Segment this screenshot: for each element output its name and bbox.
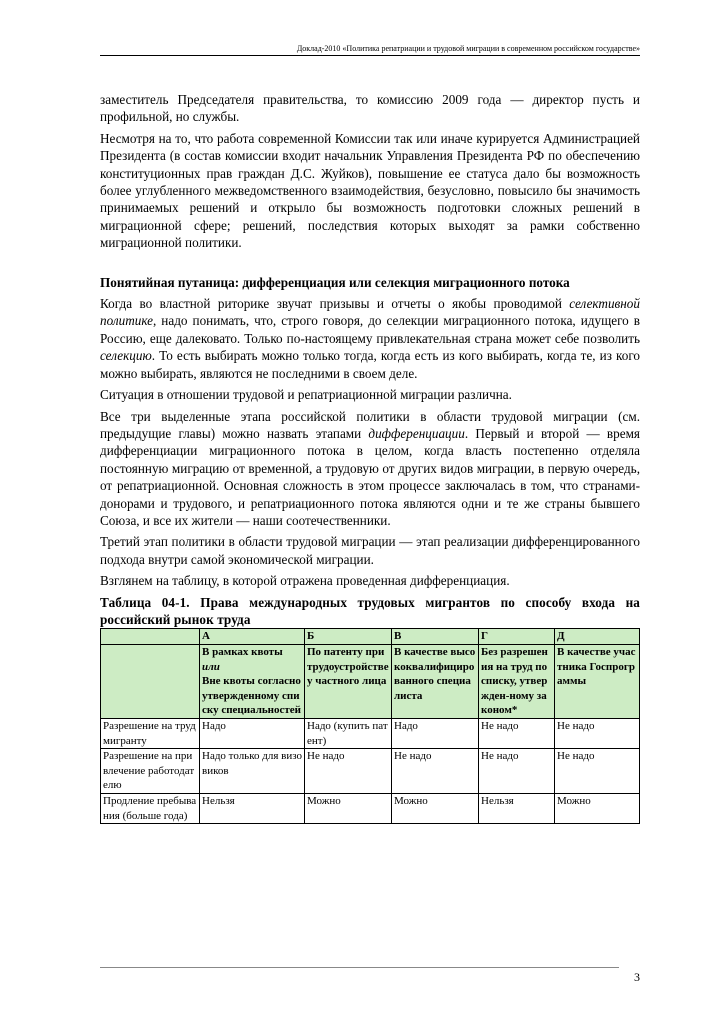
table-cell: Надо — [200, 718, 305, 748]
paragraph-3-emphasis-2: селекцию — [100, 348, 152, 364]
table-cell: Нельзя — [479, 793, 555, 823]
table-row — [101, 749, 640, 794]
column-header-v: В качестве высококвалифицированного специалиста — [392, 644, 479, 718]
paragraph-3-text-3: . То есть выбирать можно только тогда, когда есть из кого выбирать, когда те, из кого можно выбирать, являются не последними в своем деле. — [100, 348, 640, 381]
table-cell: Надо (купить патент) — [305, 718, 392, 748]
table-corner-cell — [101, 629, 200, 645]
page-number: 3 — [634, 970, 640, 984]
paragraph-6: Третий этап политики в области трудовой миграции — этап реализации дифференцированного подхода внутри самой экономической миграции. — [100, 534, 640, 567]
table-header-blank-cell — [101, 644, 200, 718]
table-letter-row — [101, 629, 640, 645]
column-letter: Д — [555, 629, 640, 645]
column-header-g: Без разрешения на труд по списку, утвержден-ному законом* — [479, 644, 555, 718]
table-cell: Можно — [555, 793, 640, 823]
paragraph-7: Взглянем на таблицу, в которой отражена проведенная дифференциация. — [100, 573, 510, 589]
header-rule — [100, 55, 640, 56]
column-header-a-line-3: Вне квоты согласно утвержденному списку специальностей — [202, 675, 302, 717]
paragraph-5-text-1: Все три выделенные этапа российской политики в области трудовой миграции (см. предыдущие главы) можно назвать этапами — [100, 408, 640, 441]
paragraph-2: Несмотря на то, что работа современной Комиссии так или иначе курируется Администрацией Президента (в состав комиссии входит начальник Управления Президента РФ по обеспечению конституционных прав граждан Д.С. Жуйков), повышение ее статуса дало бы возможность более углубленного межведомственного взаимодействия, безусловно, повысило бы значимость принимаемых решений и открыло бы возможность подготовки сложных решений в миграционной сфере; решений, последствия которых выходят за рамки собственно миграционной политики. — [100, 130, 640, 251]
table-cell: Не надо — [555, 749, 640, 794]
paragraph-5 — [100, 408, 640, 530]
table-cell: Можно — [392, 793, 479, 823]
paragraph-3-text-2: , надо понимать, что, строго говоря, до селекции миграционного потока, идущего в Россию, еще далековато. Только по-настоящему привлекательная страна может себе позволить — [100, 313, 640, 346]
column-letter: В — [392, 629, 479, 645]
table-cell: Не надо — [392, 749, 479, 794]
row-label: Продление пребывания (больше года) — [101, 793, 200, 823]
column-letter: Б — [305, 629, 392, 645]
table-cell: Нельзя — [200, 793, 305, 823]
column-header-b: По патенту при трудоустройстве у частного лица — [305, 644, 392, 718]
table-cell: Не надо — [479, 749, 555, 794]
column-letter: А — [200, 629, 305, 645]
table-row — [101, 718, 640, 748]
table-caption: Таблица 04-1. Права международных трудовых мигрантов по способу входа на российский рынок труда — [100, 594, 640, 627]
section-heading: Понятийная путаница: дифференциация или селекция миграционного потока — [100, 274, 570, 290]
row-label: Разрешение на труд мигранту — [101, 718, 200, 748]
table-cell: Надо — [392, 718, 479, 748]
page-body — [100, 91, 640, 824]
column-header-a-line-2: или — [202, 660, 220, 673]
column-header-d: В качестве участника Госпрограммы — [555, 644, 640, 718]
footer-rule — [100, 967, 619, 968]
paragraph-5-emphasis-1: дифференциации — [368, 425, 465, 441]
table-cell: Можно — [305, 793, 392, 823]
table-cell: Не надо — [305, 749, 392, 794]
paragraph-1: заместитель Председателя правительства, то комиссию 2009 года — директор пусть и профильной, но службы. — [100, 92, 640, 125]
table-row — [101, 793, 640, 823]
paragraph-5-text-2: . Первый и второй — время дифференциации миграционного потока в целом, когда власть постепенно отделяла постоянную миграцию от временной, а трудовую от других видов миграции, в первую очередь, от репатриационной. Основная сложность в этом процессе заключалась в том, что странами-донорами и трудового, и репатриационного потока являются одни и те же страны бывшего Союза, и все их жители — наши соотечественники. — [100, 425, 640, 528]
table-cell: Не надо — [479, 718, 555, 748]
table-cell: Надо только для визовиков — [200, 749, 305, 794]
column-header-a — [200, 644, 305, 718]
row-label: Разрешение на привлечение работодателю — [101, 749, 200, 794]
rights-table — [100, 628, 640, 824]
table-header-row — [101, 644, 640, 718]
running-header: Доклад-2010 «Политика репатриации и трудовой миграции в современном российском государстве» — [296, 44, 640, 53]
table-cell: Не надо — [555, 718, 640, 748]
paragraph-3-emphasis-1: селективной политике — [100, 296, 640, 329]
column-letter: Г — [479, 629, 555, 645]
paragraph-3-text-1: Когда во властной риторике звучат призывы и отчеты о якобы проводимой — [100, 296, 570, 312]
paragraph-3 — [100, 295, 640, 382]
column-header-a-line-1: В рамках квоты — [202, 645, 283, 658]
paragraph-4: Ситуация в отношении трудовой и репатриационной миграции различна. — [100, 387, 512, 403]
